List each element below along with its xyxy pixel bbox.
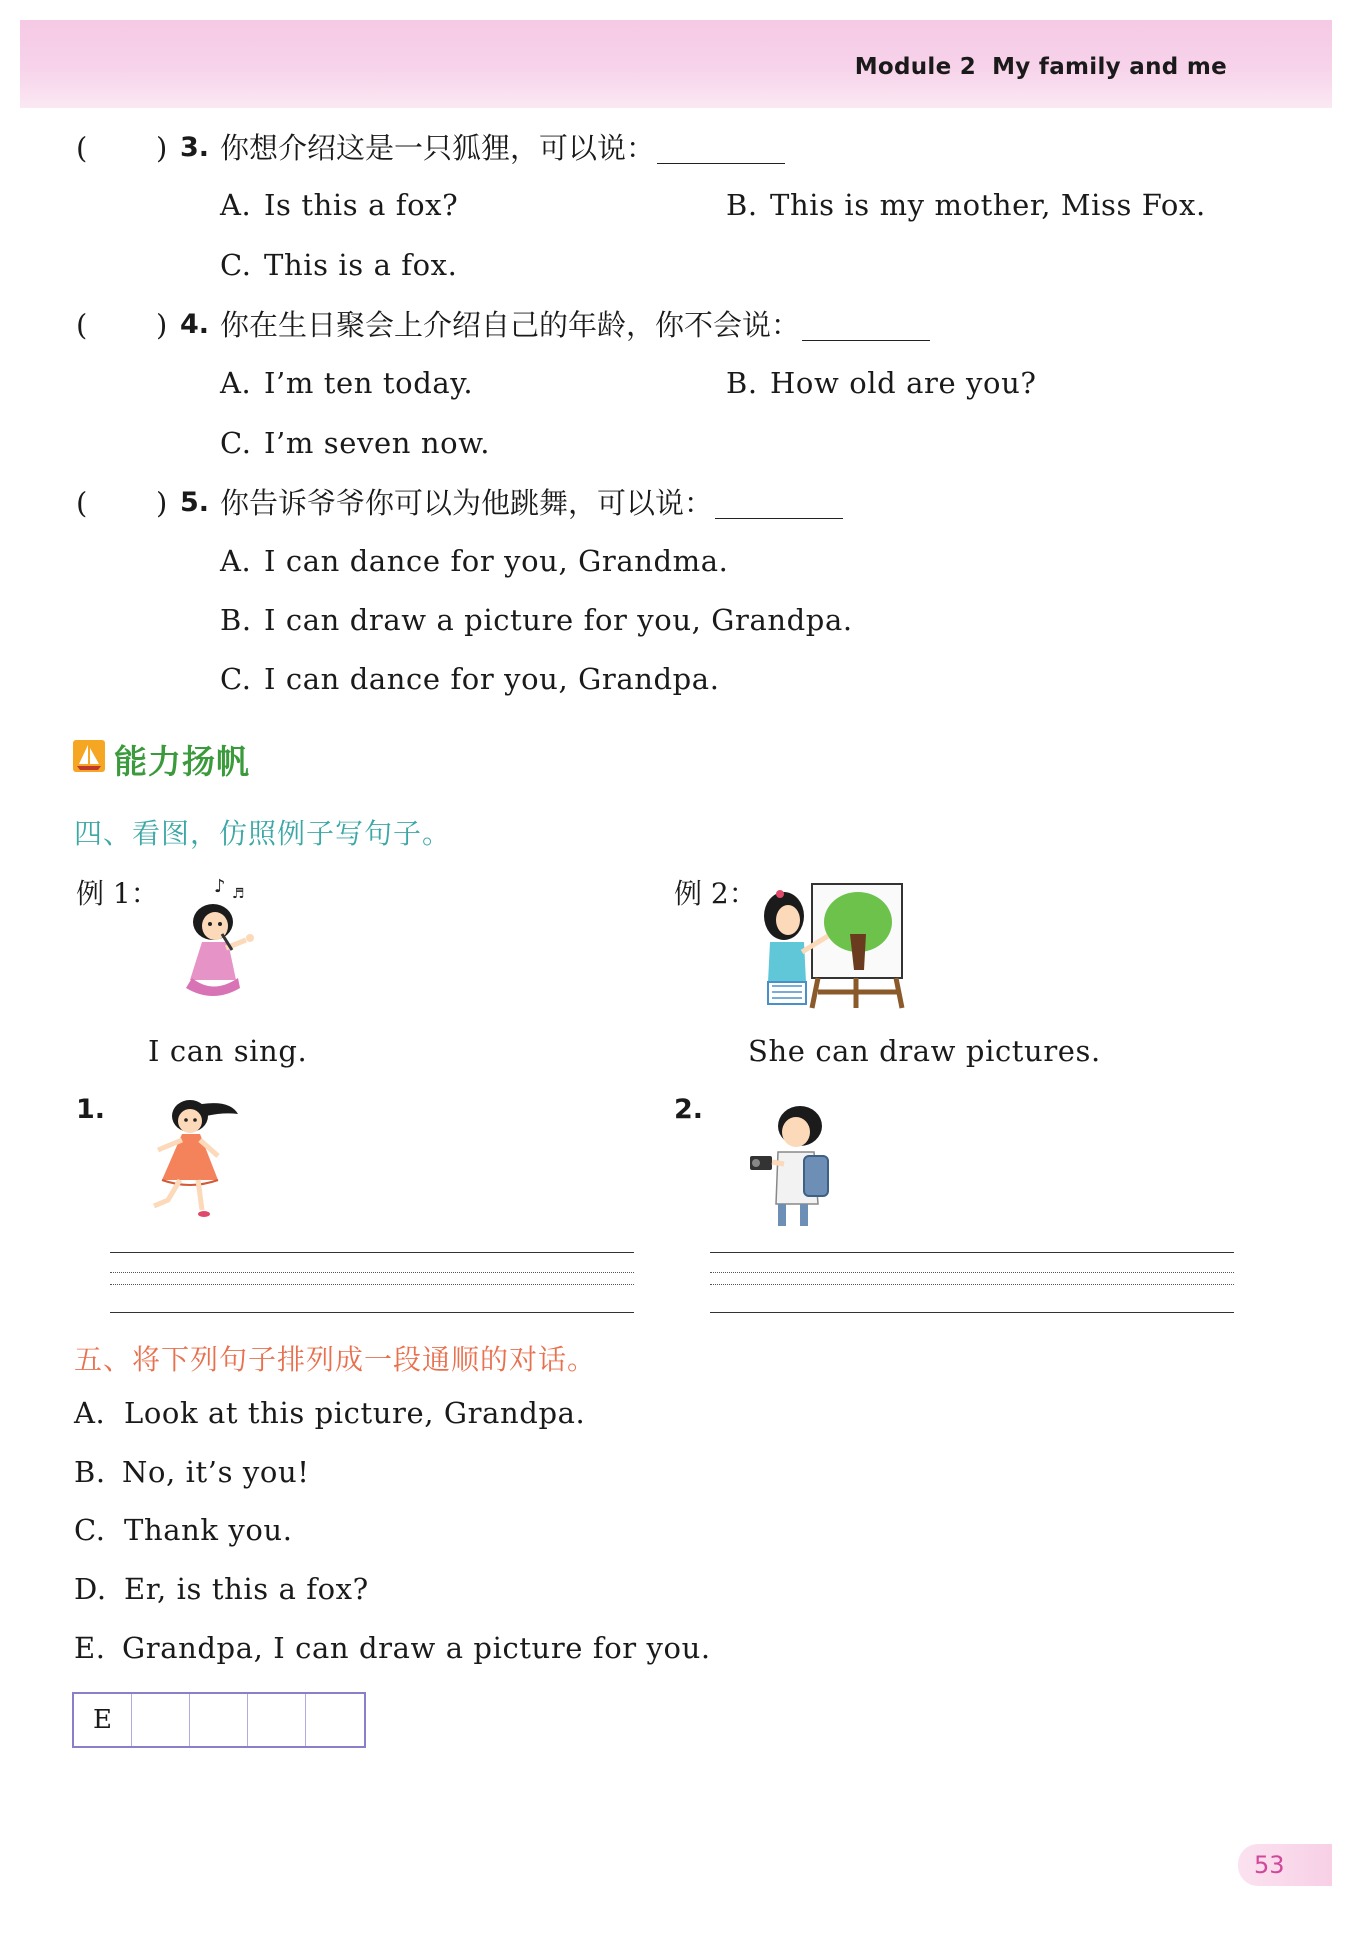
question-prompt: 你在生日聚会上介绍自己的年龄，你不会说：	[220, 305, 930, 345]
option-3a[interactable]: A. Is this a fox?	[220, 188, 459, 222]
boy-with-camera-picture	[742, 1098, 842, 1228]
dialogue-option-e: E. Grandpa, I can draw a picture for you.	[74, 1631, 711, 1665]
answer-paren-close: )	[156, 308, 168, 342]
answer-blank[interactable]	[802, 310, 930, 341]
example-1-label: 例 1：	[76, 877, 159, 910]
question-number: 4.	[180, 309, 210, 340]
answer-cell-1: E	[74, 1694, 132, 1746]
answer-paren-open: (	[76, 131, 88, 165]
page-header	[20, 20, 1332, 108]
question-prompt: 你告诉爷爷你可以为他跳舞，可以说：	[220, 483, 843, 523]
example-1-sentence: I can sing.	[148, 1034, 308, 1068]
option-3b[interactable]: B. This is my mother, Miss Fox.	[726, 188, 1206, 222]
answer-cell-2[interactable]	[132, 1694, 190, 1746]
option-3c[interactable]: C. This is a fox.	[220, 248, 458, 282]
dialogue-option-b: B. No, it’s you!	[74, 1455, 310, 1489]
answer-paren-open: (	[76, 308, 88, 342]
option-4c[interactable]: C. I’m seven now.	[220, 426, 491, 460]
question-number: 5.	[180, 487, 210, 518]
sail-icon	[72, 739, 106, 773]
answer-cell-5[interactable]	[306, 1694, 364, 1746]
option-5c[interactable]: C. I can dance for you, Grandpa.	[220, 662, 720, 696]
answer-blank[interactable]	[657, 133, 785, 164]
dialogue-option-c: C. Thank you.	[74, 1513, 293, 1547]
dialogue-option-a: A. Look at this picture, Grandpa.	[74, 1396, 586, 1430]
svg-text:♪: ♪	[214, 876, 226, 897]
svg-text:♬: ♬	[232, 886, 245, 902]
order-answer-boxes	[72, 1692, 366, 1748]
module-number: Module 2	[854, 54, 977, 80]
item-1-number: 1.	[76, 1094, 106, 1125]
dancing-girl-picture	[146, 1094, 246, 1224]
option-4b[interactable]: B. How old are you?	[726, 366, 1037, 400]
answer-paren-close: )	[156, 486, 168, 520]
section-five-title: 五、将下列句子排列成一段通顺的对话。	[74, 1343, 597, 1376]
item-1-writing-lines[interactable]	[110, 1252, 634, 1314]
dialogue-option-d: D. Er, is this a fox?	[74, 1572, 369, 1606]
module-title	[855, 54, 1227, 80]
answer-blank[interactable]	[715, 488, 843, 519]
answer-paren-close: )	[156, 131, 168, 165]
question-prompt: 你想介绍这是一只狐狸，可以说：	[220, 128, 785, 168]
example-2-label: 例 2：	[674, 877, 757, 910]
example-2-sentence: She can draw pictures.	[748, 1034, 1101, 1068]
ability-banner-title: 能力扬帆	[114, 742, 250, 781]
page-number: 53	[1238, 1844, 1332, 1886]
item-2-number: 2.	[674, 1094, 704, 1125]
item-2-writing-lines[interactable]	[710, 1252, 1234, 1314]
singing-girl-picture	[180, 870, 280, 1010]
answer-cell-4[interactable]	[248, 1694, 306, 1746]
section-four-title: 四、看图，仿照例子写句子。	[74, 817, 452, 850]
module-name: My family and me	[992, 54, 1227, 80]
option-4a[interactable]: A. I’m ten today.	[220, 366, 474, 400]
option-5b[interactable]: B. I can draw a picture for you, Grandpa.	[220, 603, 853, 637]
option-5a[interactable]: A. I can dance for you, Grandma.	[220, 544, 729, 578]
answer-paren-open: (	[76, 486, 88, 520]
girl-drawing-picture	[758, 878, 908, 1010]
question-number: 3.	[180, 132, 210, 163]
answer-cell-3[interactable]	[190, 1694, 248, 1746]
